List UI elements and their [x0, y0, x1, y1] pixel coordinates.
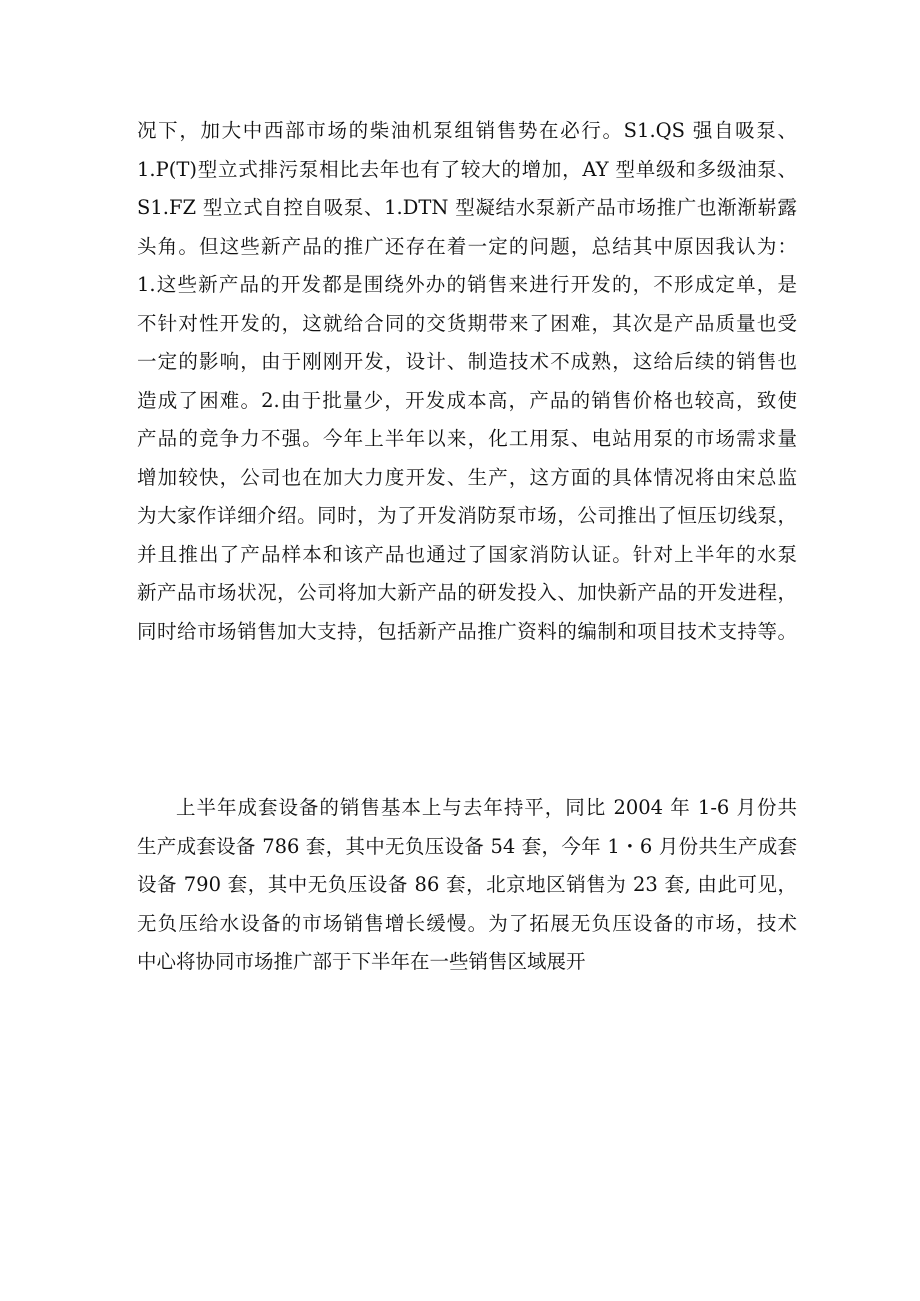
paragraph-line: 产品的竞争力不强。今年上半年以来，化工用泵、电站用泵的市场需求量: [137, 427, 797, 450]
paragraph-line: S1.FZ 型立式自控自吸泵、1.DTN 型凝结水泵新产品市场推广也渐渐崭露: [137, 196, 797, 219]
paragraph-line: 头角。但这些新产品的推广还存在着一定的问题，总结其中原因我认为：: [137, 234, 797, 258]
paragraph-first-line: 上半年成套设备的销售基本上与去年持平，同比 2004 年 1-6 月份共: [176, 796, 797, 819]
paragraph-line: 造成了困难。2.由于批量少，开发成本高，产品的销售价格也较高，致使: [137, 388, 797, 412]
paragraph-line: 1.这些新产品的开发都是围绕外办的销售来进行开发的，不形成定单，是: [137, 273, 797, 296]
paragraph-line: 无负压给水设备的市场销售增长缓慢。为了拓展无负压设备的市场，技术: [137, 911, 797, 935]
paragraph-line: 设备 790 套，其中无负压设备 86 套，北京地区销售为 23 套, 由此可见，: [137, 873, 797, 896]
paragraph-line: 不针对性开发的，这就给合同的交货期带来了困难，其次是产品质量也受: [137, 311, 797, 335]
paragraph-line: 并且推出了产品样本和该产品也通过了国家消防认证。针对上半年的水泵: [137, 542, 797, 566]
paragraph-line: 同时给市场销售加大支持，包括新产品推广资料的编制和项目技术支持等。: [137, 619, 797, 643]
paragraph-line: 为大家作详细介绍。同时，为了开发消防泵市场，公司推出了恒压切线泵，: [137, 504, 797, 527]
paragraph-line: 增加较快，公司也在加大力度开发、生产，这方面的具体情况将由宋总监: [137, 465, 797, 489]
paragraph-1: [137, 112, 797, 651]
paragraph-line: 新产品市场状况，公司将加大新产品的研发投入、加快新产品的开发进程，: [137, 581, 797, 604]
paragraph-line: 一定的影响，由于刚刚开发，设计、制造技术不成熟，这给后续的销售也: [137, 350, 797, 373]
paragraph-2: [137, 789, 797, 982]
paragraph-line: 1.P(T)型立式排污泵相比去年也有了较大的增加，AY 型单级和多级油泵、: [137, 157, 797, 181]
paragraph-last-line: 中心将协同市场推广部于下半年在一些销售区域展开: [137, 950, 586, 973]
paragraph-line: 生产成套设备 786 套，其中无负压设备 54 套，今年 1・6 月份共生产成套: [137, 834, 797, 858]
paragraph-line: 况下，加大中西部市场的柴油机泵组销售势在必行。S1.QS 强自吸泵、: [137, 119, 797, 142]
